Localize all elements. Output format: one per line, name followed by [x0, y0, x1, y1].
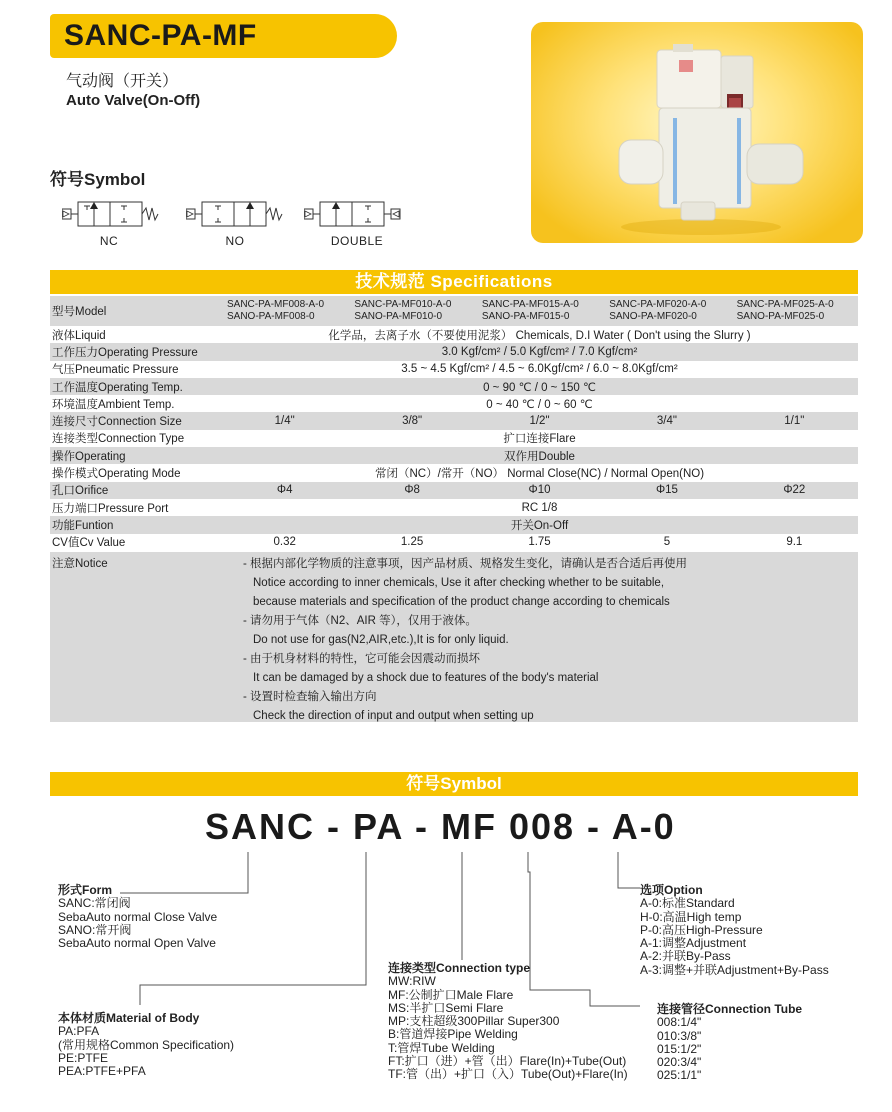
row-value: 扩口连接Flare — [503, 433, 576, 446]
valve-symbol-nc-icon — [62, 200, 172, 230]
form-line: SANC:常闭阀 — [58, 896, 131, 911]
orifice-cell: Φ10 — [528, 484, 551, 497]
table-row — [50, 482, 858, 499]
connection-tube-line: 020:3/4" — [657, 1055, 702, 1070]
table-row — [50, 430, 858, 447]
page-title: SANC-PA-MF — [64, 19, 257, 52]
row-value: 0 ~ 40 ℃ / 0 ~ 60 ℃ — [486, 398, 593, 411]
subtitle-chinese: 气动阀（开关） — [66, 73, 179, 90]
subtitle-english: Auto Valve(On-Off) — [66, 92, 201, 109]
material-title: 本体材质Material of Body — [58, 1011, 200, 1025]
size-cell: 3/4" — [656, 415, 677, 428]
table-row — [50, 326, 858, 343]
size-cell: 1/1" — [784, 415, 805, 428]
table-row — [50, 361, 858, 378]
option-line: A-3:调整+并联Adjustment+By-Pass — [640, 962, 829, 977]
form-line: SebaAuto normal Open Valve — [58, 936, 216, 951]
notice-line: because materials and specification of the product change according to chemicals — [253, 595, 670, 608]
material-group — [58, 1012, 234, 1078]
row-label: 环境温度Ambient Temp. — [52, 398, 175, 411]
table-row — [50, 464, 858, 481]
model-cell — [221, 299, 348, 323]
material-line: PE:PTFE — [58, 1050, 109, 1065]
row-value: 开关On-Off — [510, 519, 569, 532]
model-cell — [603, 299, 730, 323]
table-row — [50, 412, 858, 429]
row-label: 操作模式Operating Mode — [52, 468, 181, 481]
notice-label: 注意Notice — [52, 557, 108, 570]
spec-heading: 技术规范 Specifications — [355, 272, 553, 291]
connection-type-line: TF:管（出）+扩口（入）Tube(Out)+Flare(In) — [388, 1067, 628, 1082]
row-label: 压力端口Pressure Port — [52, 502, 169, 515]
table-row — [50, 499, 858, 516]
connection-tube-group — [657, 1003, 802, 1083]
material-line: PEA:PTFE+PFA — [58, 1064, 146, 1079]
option-line: A-1:调整Adjustment — [640, 936, 747, 951]
model-no: SANO-PA-MF010-0 — [354, 311, 443, 322]
row-value: 0 ~ 90 ℃ / 0 ~ 150 ℃ — [483, 381, 596, 394]
row-label: 操作Operating — [52, 450, 126, 463]
option-line: P-0:高压High-Pressure — [640, 922, 763, 937]
model-nc: SANC-PA-MF010-A-0 — [354, 299, 452, 310]
table-row — [50, 343, 858, 360]
valve-product-icon — [531, 22, 863, 243]
model-no: SANO-PA-MF015-0 — [481, 311, 570, 322]
notice-line: Check the direction of input and output when setting up — [253, 709, 534, 722]
option-line: A-2:并联By-Pass — [640, 949, 731, 964]
row-value: 双作用Double — [504, 450, 575, 463]
order-code-header — [50, 772, 858, 796]
notice-line: - 请勿用于气体（N2、AIR 等），仅用于液体。 — [243, 614, 477, 627]
option-title: 选项Option — [640, 883, 703, 897]
connection-type-line: MP:支柱超级300Pillar Super300 — [388, 1014, 560, 1029]
connection-tube-line: 015:1/2" — [657, 1041, 702, 1056]
notice-line: - 设置时检查输入输出方向 — [243, 690, 377, 703]
valve-label-no: NO — [225, 234, 245, 248]
model-nc: SANC-PA-MF015-A-0 — [481, 299, 579, 310]
row-value: 常闭（NC）/常开（NO） Normal Close(NC) / Normal Open(NO) — [374, 468, 705, 481]
connection-type-line: MW:RIW — [388, 974, 436, 989]
notice-body — [221, 552, 858, 722]
size-cell: 1/2" — [529, 415, 550, 428]
row-value: 3.5 ~ 4.5 Kgf/cm² / 4.5 ~ 6.0Kgf/cm² / 6.0 ~ 8.0Kgf/cm² — [401, 363, 678, 376]
option-group — [640, 884, 829, 977]
row-label: 液体Liquid — [52, 329, 106, 342]
valve-symbol-no-icon — [186, 200, 296, 230]
row-value: RC 1/8 — [521, 501, 558, 514]
order-code-heading: 符号Symbol — [406, 774, 502, 793]
table-row — [50, 516, 858, 533]
model-no: SANO-PA-MF020-0 — [609, 311, 697, 322]
model-no: SANO-PA-MF008-0 — [227, 311, 315, 322]
connection-type-line: T:管焊Tube Welding — [388, 1040, 495, 1055]
material-line: (常用规格Common Specification) — [58, 1037, 235, 1052]
row-label: 连接类型Connection Type — [52, 433, 185, 446]
notice-line: - 由于机身材料的特性，它可能会因震动而损坏 — [243, 652, 481, 665]
connection-type-line: MF:公制扩口Male Flare — [388, 987, 514, 1002]
valve-symbol-double-icon — [304, 200, 414, 230]
notice-line: It can be damaged by a shock due to features of the body's material — [253, 671, 599, 684]
material-line: PA:PFA — [58, 1024, 100, 1039]
table-row — [50, 395, 858, 412]
model-no: SANO-PA-MF025-0 — [736, 311, 825, 322]
model-cell — [476, 299, 603, 323]
option-line: H-0:高温High temp — [640, 909, 742, 924]
connection-tube-line: 008:1/4" — [657, 1015, 702, 1030]
cv-cell: 9.1 — [786, 536, 803, 549]
product-photo — [531, 22, 863, 243]
connection-type-line: B:管道焊接Pipe Welding — [388, 1027, 518, 1042]
row-value: 化学品，去离子水（不要使用泥浆） Chemicals, D.I Water ( Don't using the Slurry ) — [328, 329, 751, 342]
row-value: 3.0 Kgf/cm² / 5.0 Kgf/cm² / 7.0 Kgf/cm² — [441, 345, 638, 358]
connection-tube-title: 连接管径Connection Tube — [657, 1002, 803, 1016]
form-line: SANO:常开阀 — [58, 922, 132, 937]
orifice-cell: Φ15 — [655, 484, 678, 497]
order-code-example: SANC - PA - MF 008 - A-0 — [205, 806, 676, 847]
form-line: SebaAuto normal Close Valve — [58, 909, 218, 924]
notice-line: Do not use for gas(N2,AIR,etc.),It is for only liquid. — [253, 633, 509, 646]
connection-type-line: FT:扩口（进）+管（出）Flare(In)+Tube(Out) — [388, 1054, 627, 1069]
model-cell — [348, 299, 475, 323]
size-cell: 3/8" — [402, 415, 423, 428]
row-label: 工作温度Operating Temp. — [52, 381, 183, 394]
connection-tube-line: 025:1/1" — [657, 1068, 702, 1083]
row-label: CV值Cv Value — [52, 537, 126, 550]
model-nc: SANC-PA-MF008-A-0 — [227, 299, 325, 310]
orifice-cell: Φ22 — [783, 484, 806, 497]
connection-type-title: 连接类型Connection type — [388, 961, 531, 975]
valve-label-double: DOUBLE — [330, 234, 384, 248]
table-row — [50, 447, 858, 464]
spec-section-header — [50, 270, 858, 294]
connection-type-group — [388, 962, 628, 1082]
notice-line: - 根据内部化学物质的注意事项，因产品材质、规格发生变化，请确认是否合适后再使用 — [243, 557, 688, 570]
symbol-heading: 符号Symbol — [50, 170, 146, 189]
option-line: A-0:标准Standard — [640, 896, 735, 911]
model-cell — [731, 299, 858, 323]
row-label: 连接尺寸Connection Size — [52, 416, 182, 429]
orifice-cell: Φ4 — [276, 484, 293, 497]
title-banner — [50, 14, 397, 58]
row-label: 工作压力Operating Pressure — [52, 346, 198, 359]
notice-row — [50, 552, 858, 722]
table-row — [50, 534, 858, 551]
table-row — [50, 296, 858, 326]
size-cell: 1/4" — [274, 415, 295, 428]
row-label: 功能Funtion — [52, 519, 114, 532]
row-label: 孔口Orifice — [52, 485, 109, 498]
cv-cell: 5 — [663, 536, 671, 549]
spec-table — [50, 296, 858, 722]
connection-tube-line: 010:3/8" — [657, 1028, 702, 1043]
form-group — [58, 884, 217, 950]
connection-type-line: MS:半扩口Semi Flare — [388, 1000, 504, 1015]
model-nc: SANC-PA-MF020-A-0 — [609, 299, 707, 310]
cv-cell: 0.32 — [273, 536, 296, 549]
orifice-cell: Φ8 — [404, 484, 420, 497]
row-label: 型号Model — [52, 306, 107, 318]
cv-cell: 1.75 — [528, 536, 551, 549]
model-nc: SANC-PA-MF025-A-0 — [736, 299, 834, 310]
cv-cell: 1.25 — [400, 536, 424, 549]
notice-line: Notice according to inner chemicals, Use it after checking whether to be suitable, — [253, 576, 665, 589]
valve-label-nc: NC — [99, 234, 119, 248]
form-title: 形式Form — [58, 883, 113, 897]
table-row — [50, 378, 858, 395]
row-label: 气压Pneumatic Pressure — [52, 364, 179, 377]
